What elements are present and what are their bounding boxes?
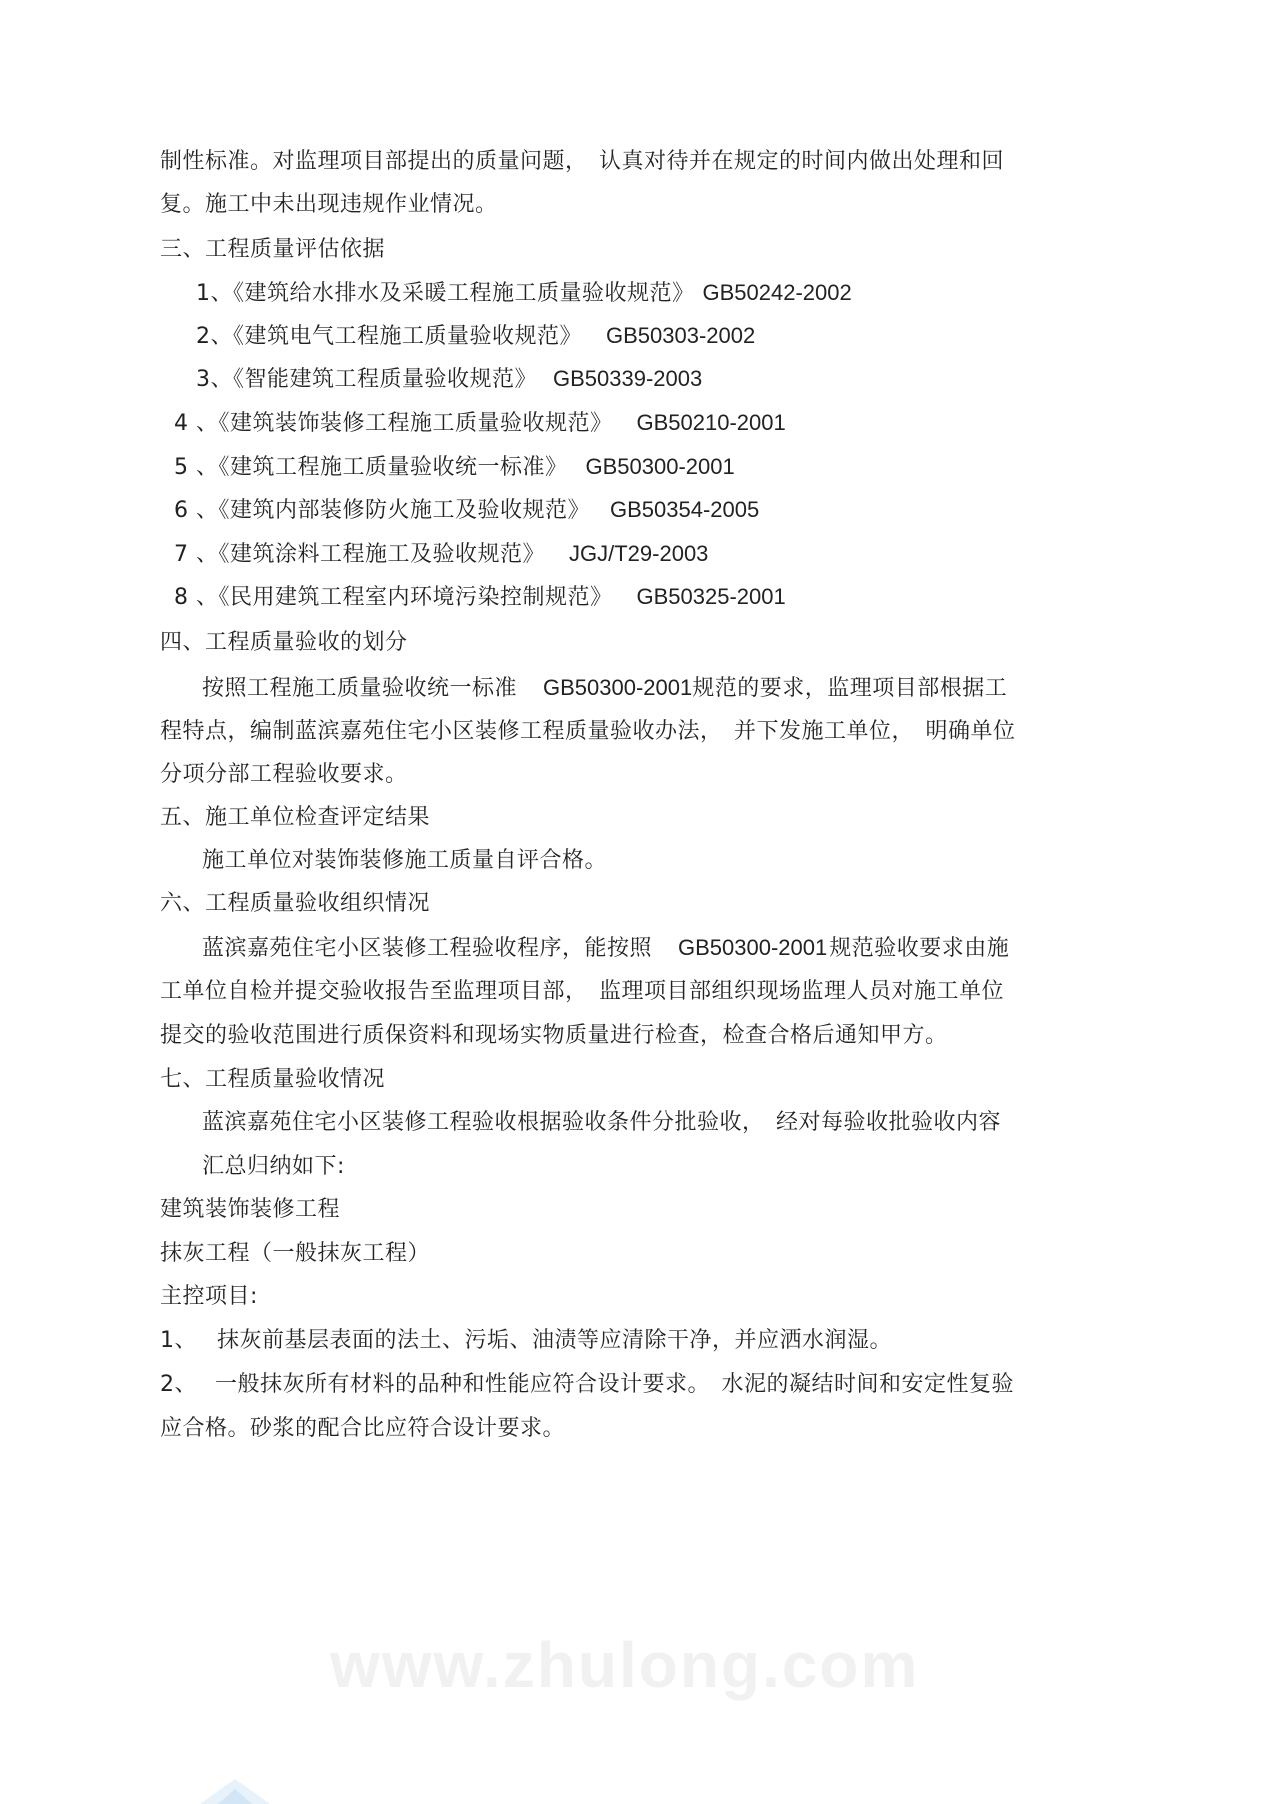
reference-item [196, 278, 852, 309]
control-item [160, 1326, 892, 1356]
section-7-heading: 七、工程质量验收情况 [160, 1067, 386, 1092]
section-4-paragraph-line-1 [202, 673, 1007, 704]
control-item-continuation: 应合格。砂浆的配合比应符合设计要求。 [160, 1416, 566, 1441]
section-6-heading: 六、工程质量验收组织情况 [160, 891, 431, 916]
reference-number: 8 、 [174, 585, 219, 610]
reference-code: GB50300-2001 [585, 454, 735, 479]
reference-item [174, 408, 786, 439]
reference-item [174, 495, 759, 526]
section-4-paragraph-line-2: 程特点，编制蓝滨嘉苑住宅小区装修工程质量验收办法， 并下发施工单位， 明确单位 [160, 719, 1016, 744]
section-6-paragraph-line-1 [202, 933, 1009, 964]
control-item-number: 2、 [160, 1372, 197, 1397]
reference-title: 《建筑内部装修防火施工及验收规范》 [218, 498, 591, 523]
reference-number: 1、 [196, 281, 233, 306]
section-5-paragraph: 施工单位对装饰装修施工质量自评合格。 [202, 848, 608, 873]
reference-title: 《建筑给水排水及采暖工程施工质量验收规范》 [233, 281, 695, 306]
section-6-paragraph-line-3: 提交的验收范围进行质保资料和现场实物质量进行检查，检查合格后通知甲方。 [160, 1023, 948, 1048]
paragraph-text: 按照工程施工质量验收统一标准 [202, 676, 518, 701]
reference-number: 4 、 [174, 411, 219, 436]
reference-item [196, 321, 755, 352]
reference-number: 7 、 [174, 542, 219, 567]
control-item-text: 抹灰前基层表面的法土、污垢、油渍等应清除干净，并应洒水润湿。 [217, 1328, 893, 1353]
section-6-paragraph-line-2: 工单位自检并提交验收报告至监理项目部， 监理项目部组织现场监理人员对施工单位 [160, 979, 1005, 1004]
reference-title: 《建筑涂料工程施工及验收规范》 [218, 542, 546, 567]
control-item [160, 1370, 1014, 1400]
reference-item [174, 582, 786, 613]
section-4-heading: 四、工程质量验收的划分 [160, 630, 408, 655]
reference-item [174, 539, 708, 570]
reference-code: GB50242-2002 [702, 280, 852, 305]
reference-number: 6 、 [174, 498, 219, 523]
section-5-heading: 五、施工单位检查评定结果 [160, 805, 431, 830]
continuation-line-2: 复。施工中未出现违规作业情况。 [160, 192, 498, 217]
reference-title: 《建筑工程施工质量验收统一标准》 [218, 455, 568, 480]
subheading-plastering: 抹灰工程（一般抹灰工程） [160, 1241, 431, 1266]
control-item-text: 一般抹灰所有材料的品种和性能应符合设计要求。 水泥的凝结时间和安定性复验 [215, 1372, 1015, 1397]
reference-item [196, 364, 702, 395]
section-7-paragraph-line-1: 蓝滨嘉苑住宅小区装修工程验收根据验收条件分批验收， 经对每验收批验收内容 [202, 1110, 1002, 1135]
section-7-paragraph-line-2: 汇总归纳如下: [202, 1154, 345, 1179]
reference-number: 3、 [196, 367, 233, 392]
reference-title: 《民用建筑工程室内环境污染控制规范》 [218, 585, 613, 610]
watermark: www.zhulong.com [330, 1629, 920, 1701]
reference-number: 5 、 [174, 455, 219, 480]
paragraph-text: 规范的要求，监理项目部根据工 [692, 676, 1008, 701]
reference-code: GB50303-2002 [606, 323, 756, 348]
reference-title: 《智能建筑工程质量验收规范》 [233, 367, 538, 392]
section-4-paragraph-line-3: 分项分部工程验收要求。 [160, 762, 408, 787]
reference-title: 《建筑电气工程施工质量验收规范》 [233, 324, 583, 349]
paragraph-text: 蓝滨嘉苑住宅小区装修工程验收程序，能按照 [202, 936, 653, 961]
continuation-line-1: 制性标准。对监理项目部提出的质量问题， 认真对待并在规定的时间内做出处理和回 [160, 149, 1005, 174]
standard-code: GB50300-2001 [678, 935, 828, 960]
section-3-heading: 三、工程质量评估依据 [160, 237, 386, 262]
reference-code: GB50210-2001 [636, 410, 786, 435]
standard-code: GB50300-2001 [543, 675, 693, 700]
reference-title: 《建筑装饰装修工程施工质量验收规范》 [218, 411, 613, 436]
reference-item [174, 452, 735, 483]
subheading-main-control: 主控项目: [160, 1284, 258, 1309]
paragraph-text: 规范验收要求由施 [829, 936, 1010, 961]
subheading-decoration: 建筑装饰装修工程 [160, 1197, 341, 1222]
reference-code: JGJ/T29-2003 [569, 541, 709, 566]
reference-code: GB50339-2003 [553, 366, 703, 391]
control-item-number: 1、 [160, 1328, 197, 1353]
logo-fragment-icon [200, 1775, 270, 1804]
reference-code: GB50354-2005 [610, 497, 760, 522]
reference-number: 2、 [196, 324, 233, 349]
reference-code: GB50325-2001 [636, 584, 786, 609]
